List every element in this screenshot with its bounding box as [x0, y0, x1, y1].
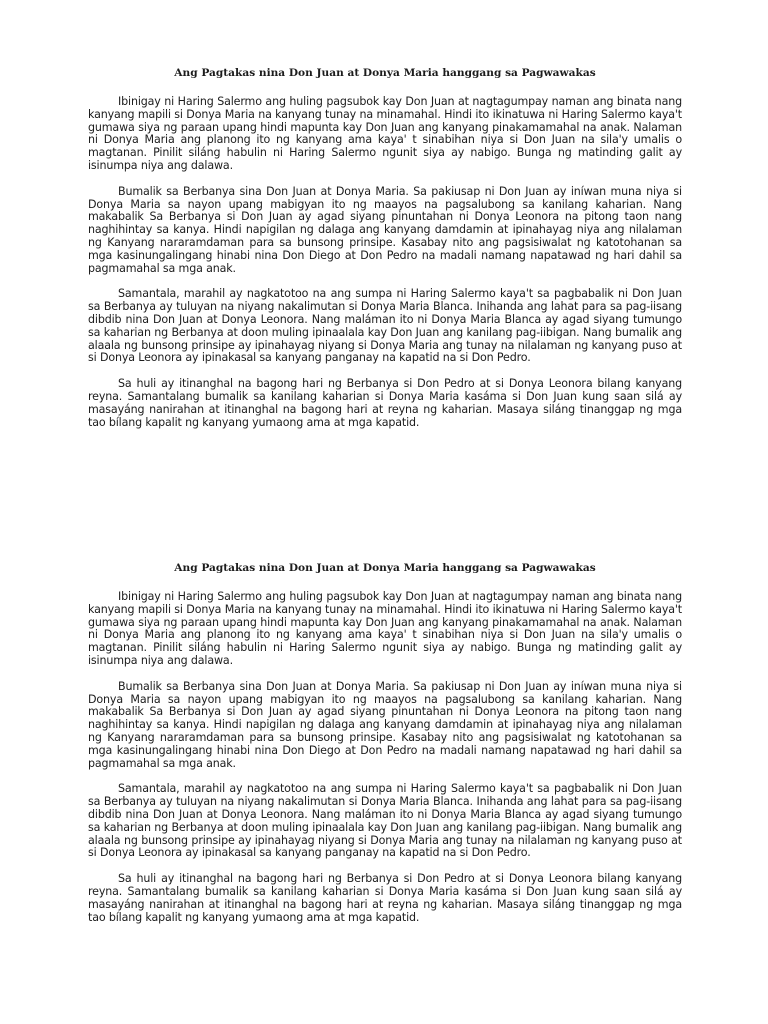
paragraph-3: Samantala, marahil ay nagkatotoo na ang sumpa ni Haring Salermo kaya't sa pagbabalik ni Don Juan sa Berbanya ay tuluyan na niyang nakalimutan si Donya Maria Blanca. Inihanda ang lahat para sa pag-iisang dibdib nina Don Juan at Donya Leonora. Nang maláman ito ni Donya Maria Blanca ay agad siyang tumungo sa kaharian ng Berbanya at doon muling ipinaalala kay Don Juan ang kanilang pag-iibigan. Nang bumalik ang alaala ng bunsong prinsipe ay ipinahayag niyang si Donya Maria ang tunay na nilalaman ng kanyang puso at si Donya Leonora ay ipinakasal sa kanyang panganay na kapatid na si Don Pedro. — [88, 287, 682, 365]
paragraph-2: Bumalik sa Berbanya sina Don Juan at Donya Maria. Sa pakiusap ni Don Juan ay iníwan muna niya si Donya Maria sa nayon upang mabigyan ito ng maayos na pagsalubong sa kanilang kaharian. Nang makabalik Sa Berbanya si Don Juan ay agad siyang pinuntahan ni Donya Leonora na pitong taon nang naghihintay sa kanya. Hindi napigilan ng dalaga ang kanyang damdamin at ipinahayag niya ang nilalaman ng Kanyang nararamdaman para sa bunsong prinsipe. Kasabay nito ang pagsisiwalat ng katotohanan sa mga kasinungalingang hinabi nina Don Diego at Don Pedro na madali namang napatawad ng hari dahil sa pagmamahal sa mga anak. — [88, 679, 682, 770]
paragraph-4: Sa huli ay itinanghal na bagong hari ng Berbanya si Don Pedro at si Donya Leonora bilang kanyang reyna. Samantalang bumalik sa kanilang kaharian si Donya Maria kasáma si Don Juan kung saan silá ay masayáng nanirahan at itinanghal na bagong hari at reyna ng kaharian. Masaya siláng tinanggap ng mga tao bílang kapalit ng kanyang yumaong ama at mga kapatid. — [88, 872, 682, 924]
paragraph-4: Sa huli ay itinanghal na bagong hari ng Berbanya si Don Pedro at si Donya Leonora bilang kanyang reyna. Samantalang bumalik sa kanilang kaharian si Donya Maria kasáma si Don Juan kung saan silá ay masayáng nanirahan at itinanghal na bagong hari at reyna ng kaharian. Masaya siláng tinanggap ng mga tao bílang kapalit ng kanyang yumaong ama at mga kapatid. — [88, 377, 682, 429]
paragraph-1: Ibinigay ni Haring Salermo ang huling pagsubok kay Don Juan at nagtagumpay naman ang binata nang kanyang mapili si Donya Maria na kanyang tunay na minamahal. Hindi ito ikinatuwa ni Haring Salermo kaya't gumawa siya ng paraan upang hindi mapunta kay Don Juan ang kanyang pinakamamahal na anak. Nalaman ni Donya Maria ang planong ito ng kanyang ama kaya' t sinabihan niya si Don Juan na sila'y umalis o magtanan. Pinilit siláng habulin ni Haring Salermo ngunit siya ay nabigo. Bunga ng matinding galit ay isinumpa niya ang dalawa. — [88, 95, 682, 172]
paragraph-2: Bumalik sa Berbanya sina Don Juan at Donya Maria. Sa pakiusap ni Don Juan ay iníwan muna niya si Donya Maria sa nayon upang mabigyan ito ng maayos na pagsalubong sa kanilang kaharian. Nang makabalik Sa Berbanya si Don Juan ay agad siyang pinuntahan ni Donya Leonora na pitong taon nang naghihintay sa kanya. Hindi napigilan ng dalaga ang kanyang damdamin at ipinahayag niya ang nilalaman ng Kanyang nararamdaman para sa bunsong prinsipe. Kasabay nito ang pagsisiwalat ng katotohanan sa mga kasinungalingang hinabi nina Don Diego at Don Pedro na madali namang napatawad ng hari dahil sa pagmamahal sa mga anak. — [88, 184, 682, 275]
section-title: Ang Pagtakas nina Don Juan at Donya Maria hanggang sa Pagwawakas — [174, 562, 596, 574]
section-title: Ang Pagtakas nina Don Juan at Donya Maria hanggang sa Pagwawakas — [174, 67, 596, 79]
document-section-1 — [88, 66, 682, 442]
paragraph-3: Samantala, marahil ay nagkatotoo na ang sumpa ni Haring Salermo kaya't sa pagbabalik ni Don Juan sa Berbanya ay tuluyan na niyang nakalimutan si Donya Maria Blanca. Inihanda ang lahat para sa pag-iisang dibdib nina Don Juan at Donya Leonora. Nang maláman ito ni Donya Maria Blanca ay agad siyang tumungo sa kaharian ng Berbanya at doon muling ipinaalala kay Don Juan ang kanilang pag-iibigan. Nang bumalik ang alaala ng bunsong prinsipe ay ipinahayag niyang si Donya Maria ang tunay na nilalaman ng kanyang puso at si Donya Leonora ay ipinakasal sa kanyang panganay na kapatid na si Don Pedro. — [88, 782, 682, 860]
document-section-2 — [88, 561, 682, 937]
paragraph-1: Ibinigay ni Haring Salermo ang huling pagsubok kay Don Juan at nagtagumpay naman ang binata nang kanyang mapili si Donya Maria na kanyang tunay na minamahal. Hindi ito ikinatuwa ni Haring Salermo kaya't gumawa siya ng paraan upang hindi mapunta kay Don Juan ang kanyang pinakamamahal na anak. Nalaman ni Donya Maria ang planong ito ng kanyang ama kaya' t sinabihan niya si Don Juan na sila'y umalis o magtanan. Pinilit siláng habulin ni Haring Salermo ngunit siya ay nabigo. Bunga ng matinding galit ay isinumpa niya ang dalawa. — [88, 590, 682, 667]
